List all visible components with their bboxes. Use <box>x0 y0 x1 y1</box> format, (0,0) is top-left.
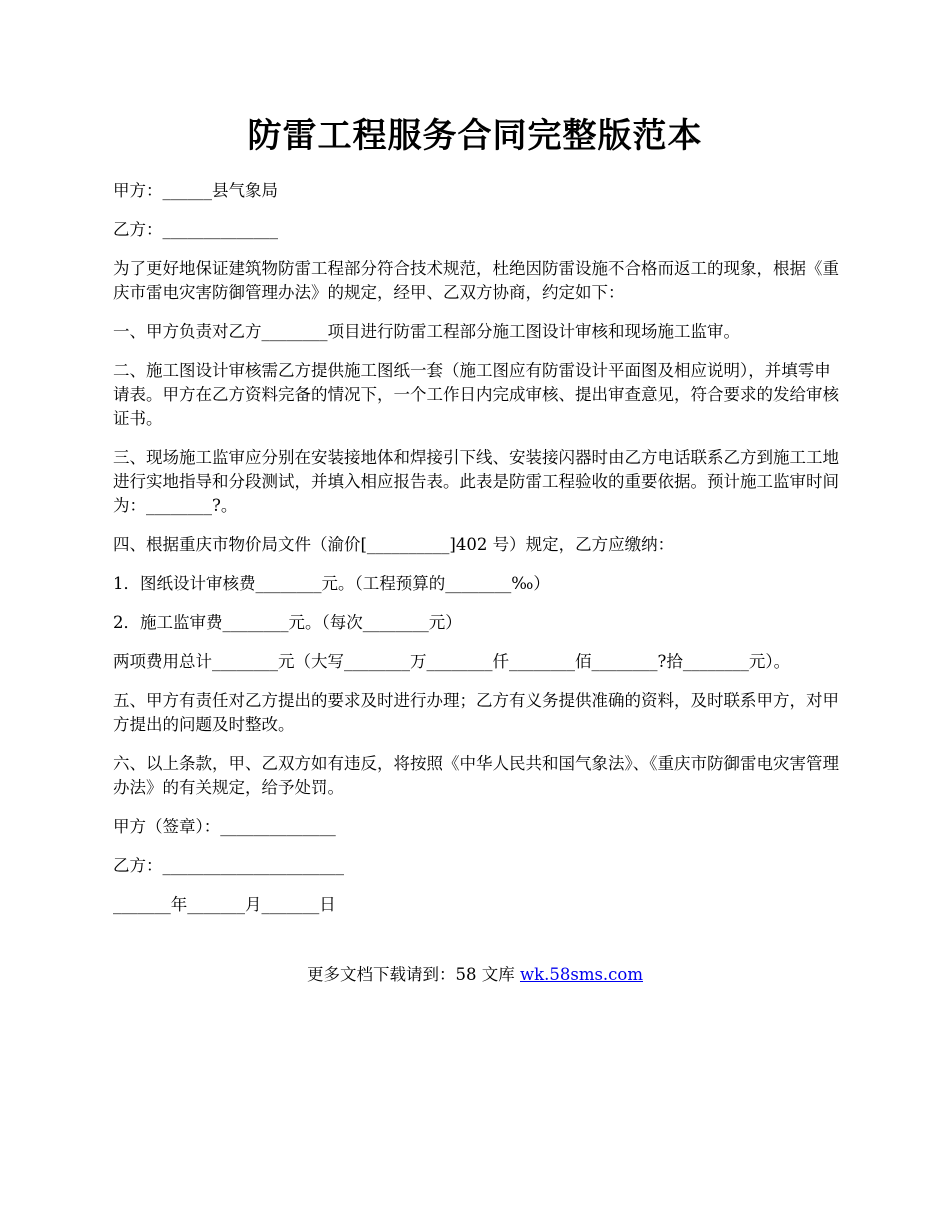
clause-1: 一、甲方负责对乙方________项目进行防雷工程部分施工图设计审核和现场施工监审。 <box>113 322 740 341</box>
preamble-paragraph: 为了更好地保证建筑物防雷工程部分符合技术规范，杜绝因防雷设施不合格而返工的现象，根据《重庆市雷电灾害防御管理办法》的规定，经甲、乙双方协商，约定如下： <box>113 259 839 302</box>
document-title: 防雷工程服务合同完整版范本 <box>247 116 703 156</box>
clause-6: 六、以上条款，甲、乙双方如有违反，将按照《中华人民共和国气象法》、《重庆市防御雷电灾害管理办法》的有关规定，给予处罚。 <box>113 754 839 797</box>
party-a-line: 甲方：______县气象局 <box>113 181 278 200</box>
fee-item-2: 2．施工监审费________元。（每次________元） <box>113 613 462 632</box>
download-footer <box>0 963 950 987</box>
party-a-signature: 甲方（签章）：______________ <box>113 817 336 836</box>
signing-date: _______年_______月_______日 <box>113 895 336 914</box>
clause-5: 五、甲方有责任对乙方提出的要求及时进行办理；乙方有义务提供准确的资料，及时联系甲方，对甲方提出的问题及时整改。 <box>113 691 839 734</box>
clause-2: 二、施工图设计审核需乙方提供施工图纸一套（施工图应有防雷设计平面图及相应说明），并填雩申请表。甲方在乙方资料完备的情况下，一个工作日内完成审核、提出审查意见，符合要求的发给审核证书。 <box>113 361 839 428</box>
clause-3: 三、现场施工监审应分别在安装接地体和焊接引下线、安装接闪器时由乙方电话联系乙方到施工工地进行实地指导和分段测试，并填入相应报告表。此表是防雷工程验收的重要依据。预计施工监审时间为：________?。 <box>113 448 839 515</box>
footer-link[interactable]: wk.58sms.com <box>519 965 643 984</box>
clause-4: 四、根据重庆市物价局文件（渝价[__________]402 号）规定，乙方应缴纳： <box>113 535 675 554</box>
party-b-line: 乙方：______________ <box>113 220 278 239</box>
footer-text: 更多文档下载请到：58 文库 <box>306 965 520 984</box>
party-b-signature: 乙方：______________________ <box>113 856 344 875</box>
fee-total: 两项费用总计________元（大写________万________仟________佰________?拾________元）。 <box>113 652 791 671</box>
fee-item-1: 1．图纸设计审核费________元。（工程预算的________‰） <box>113 574 550 593</box>
document-body <box>113 179 841 932</box>
